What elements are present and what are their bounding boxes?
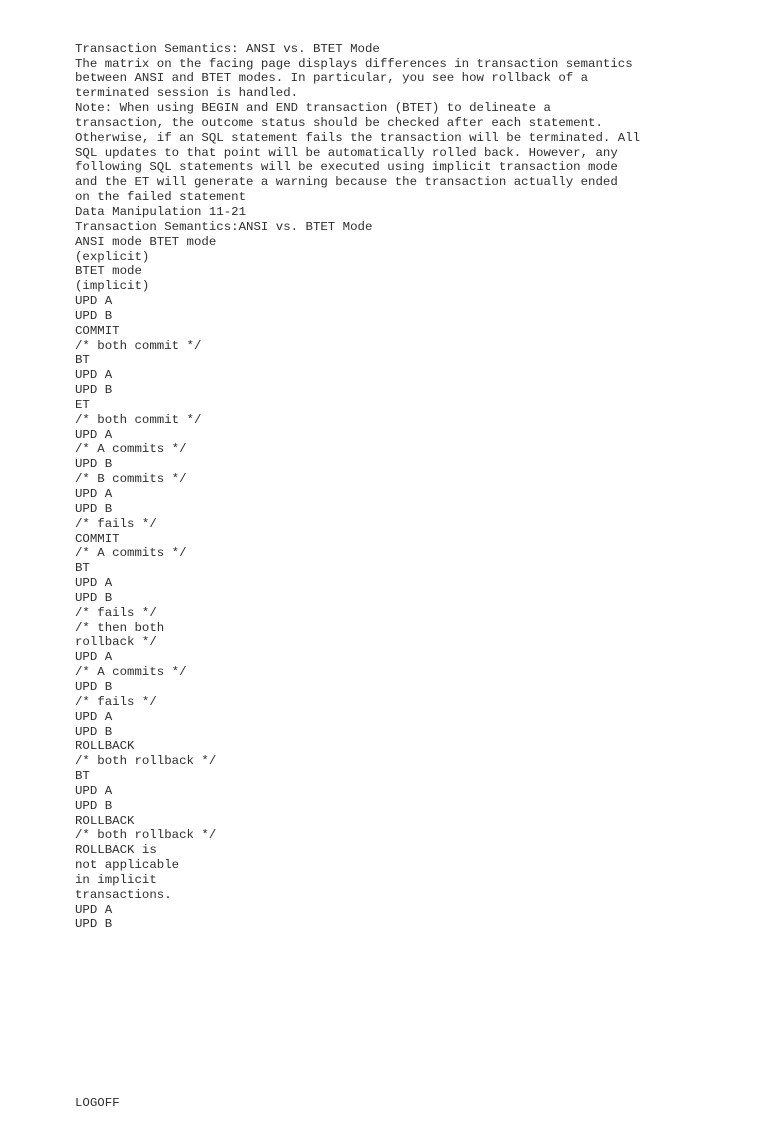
text-line: UPD B	[75, 501, 113, 516]
text-line: /* fails */	[75, 605, 157, 620]
text-line: not applicable	[75, 858, 180, 873]
text-line: (implicit)	[75, 279, 150, 294]
text-line: UPD A	[75, 709, 113, 724]
text-line: BTET mode	[75, 264, 142, 279]
text-line: UPD A	[75, 487, 113, 501]
text-line: UPD B	[75, 798, 113, 813]
text-line: UPD A	[75, 783, 113, 798]
text-line: /* fails */	[75, 516, 157, 531]
text-line: on the failed statement	[75, 190, 247, 205]
text-line: Otherwise, if an SQL statement fails the transaction will be terminated. All	[75, 130, 641, 145]
text-line: /* A commits */	[75, 442, 187, 457]
text-line: /* A commits */	[75, 546, 187, 561]
text-line: UPD B	[75, 679, 113, 694]
text-line: UPD B	[75, 590, 113, 605]
text-line: rollback */	[75, 635, 157, 650]
text-line: and the ET will generate a warning because the transaction actually ended	[75, 175, 618, 190]
text-line: ROLLBACK is	[75, 843, 157, 858]
text-line: in implicit	[75, 872, 157, 887]
text-line: UPD A	[75, 368, 113, 383]
text-line: between ANSI and BTET modes. In particular, you see how rollback of a	[75, 71, 589, 86]
document-body	[75, 42, 755, 933]
text-line: COMMIT	[75, 531, 120, 546]
text-line: /* both rollback */	[75, 828, 217, 843]
text-line: UPD B	[75, 308, 113, 323]
text-line: LOGOFF	[75, 1095, 120, 1110]
document-text	[75, 12, 755, 1125]
text-line: /* fails */	[75, 694, 157, 709]
text-line: /* both rollback */	[75, 754, 217, 769]
text-line: UPD A	[75, 650, 113, 665]
text-line: transaction, the outcome status should be checked after each statement.	[75, 115, 603, 130]
text-line: transactions.	[75, 887, 172, 902]
text-line: Transaction Semantics:ANSI vs. BTET Mode	[75, 219, 373, 234]
text-line: BT	[75, 353, 90, 368]
text-line: UPD B	[75, 917, 113, 932]
text-line: BT	[75, 561, 90, 576]
text-line: COMMIT	[75, 323, 120, 338]
text-line: Note: When using BEGIN and END transaction (BTET) to delineate a	[75, 101, 551, 116]
text-line: /* then both	[75, 620, 165, 635]
text-line: UPD A	[75, 902, 113, 917]
text-line: UPD B	[75, 724, 113, 739]
text-line: /* B commits */	[75, 472, 187, 487]
blank-space	[75, 962, 755, 1066]
text-line: terminated session is handled.	[75, 86, 299, 101]
text-line: UPD A	[75, 427, 113, 442]
document-trailing	[75, 1096, 755, 1111]
text-line: /* both commit */	[75, 338, 202, 353]
text-line: ANSI mode BTET mode	[75, 234, 217, 249]
text-line: (explicit)	[75, 249, 150, 264]
text-line: /* both commit */	[75, 412, 202, 427]
text-line: BT	[75, 769, 90, 784]
text-line: Data Manipulation 11-21	[75, 204, 247, 219]
text-line: SQL updates to that point will be automatically rolled back. However, any	[75, 145, 618, 160]
text-line: ROLLBACK	[75, 813, 135, 828]
text-line: following SQL statements will be executed using implicit transaction mode	[75, 160, 618, 175]
text-line: UPD B	[75, 457, 113, 472]
text-line: UPD A	[75, 294, 113, 309]
text-line: /* A commits */	[75, 665, 187, 680]
text-line: ET	[75, 397, 90, 412]
text-line: Transaction Semantics: ANSI vs. BTET Mode	[75, 41, 380, 56]
text-line: The matrix on the facing page displays differences in transaction semantics	[75, 56, 633, 71]
text-line: UPD B	[75, 383, 113, 398]
text-line: UPD A	[75, 576, 113, 591]
text-line: ROLLBACK	[75, 739, 135, 754]
